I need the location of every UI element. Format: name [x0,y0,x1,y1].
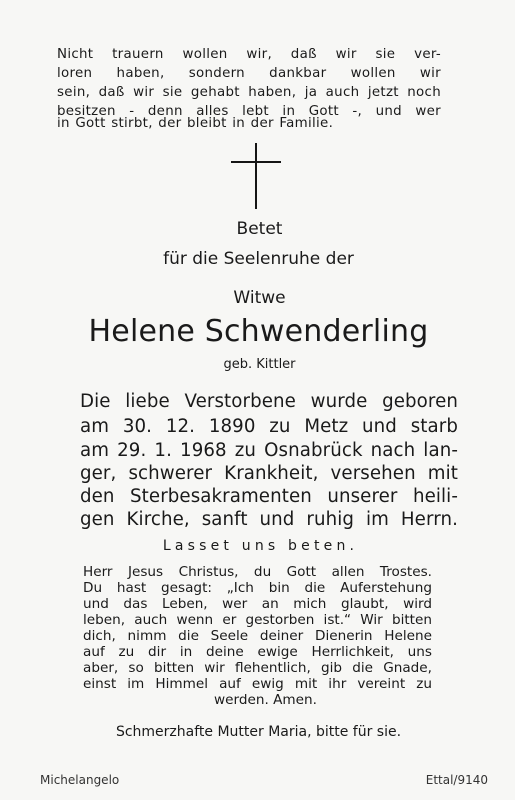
prayer-line: aber, so bitten wir flehentlich, gib die Gnade, [83,662,432,676]
seelenruhe-line: für die Seelenruhe der [163,249,354,269]
prayer-line: auf zu dir in deine ewige Herrlichkeit, uns [83,646,432,660]
witwe-label: Witwe [233,288,286,308]
bio-line: am 30. 12. 1890 zu Metz und starb [80,416,458,437]
bio-line: gen Kirche, sanft und ruhig im Herrn. [80,509,458,530]
prayer-line: leben, auch wenn er gestorben ist.“ Wir bitten [83,614,432,628]
invocation-line: Schmerzhafte Mutter Maria, bitte für sie. [115,724,402,740]
maiden-name: geb. Kittler [223,357,296,372]
deceased-name: Helene Schwenderling [88,314,429,349]
bio-line: ger, schwerer Krankheit, versehen mit [80,463,458,484]
prayer-heading: Lasset uns beten. [162,538,359,554]
prayer-line: dich, nimm die Seele deiner Dienerin Helene [83,630,432,644]
prayer-line: werden. Amen. [214,692,317,708]
prayer-line: Herr Jesus Christus, du Gott allen Trostes. [83,566,432,580]
quote-line: Nicht trauern wollen wir, daß wir sie ver- [57,47,441,62]
betet-heading: Betet [236,219,283,239]
quote-line: in Gott stirbt, der bleibt in der Familie. [57,116,334,131]
quote-line: besitzen - denn alles lebt in Gott -, und wer [57,104,441,119]
catalog-number: Ettal/9140 [425,773,488,787]
quote-line: loren haben, sondern dankbar wollen wir [57,66,441,81]
cross-icon [231,143,281,209]
bio-line: Die liebe Verstorbene wurde geboren [80,391,458,412]
bio-line: den Sterbesakramenten unserer heili- [80,486,458,507]
publisher-label: Michelangelo [40,773,120,787]
prayer-line: und das Leben, wer an mich glaubt, wird [83,598,432,612]
prayer-line: einst im Himmel auf ewig mit ihr vereint zu [83,678,432,692]
prayer-line: Du hast gesagt: „Ich bin die Auferstehung [83,582,432,596]
quote-line: sein, daß wir sie gehabt haben, ja auch jetzt noch [57,85,441,100]
bio-line: am 29. 1. 1968 zu Osnabrück nach lan- [80,440,458,461]
